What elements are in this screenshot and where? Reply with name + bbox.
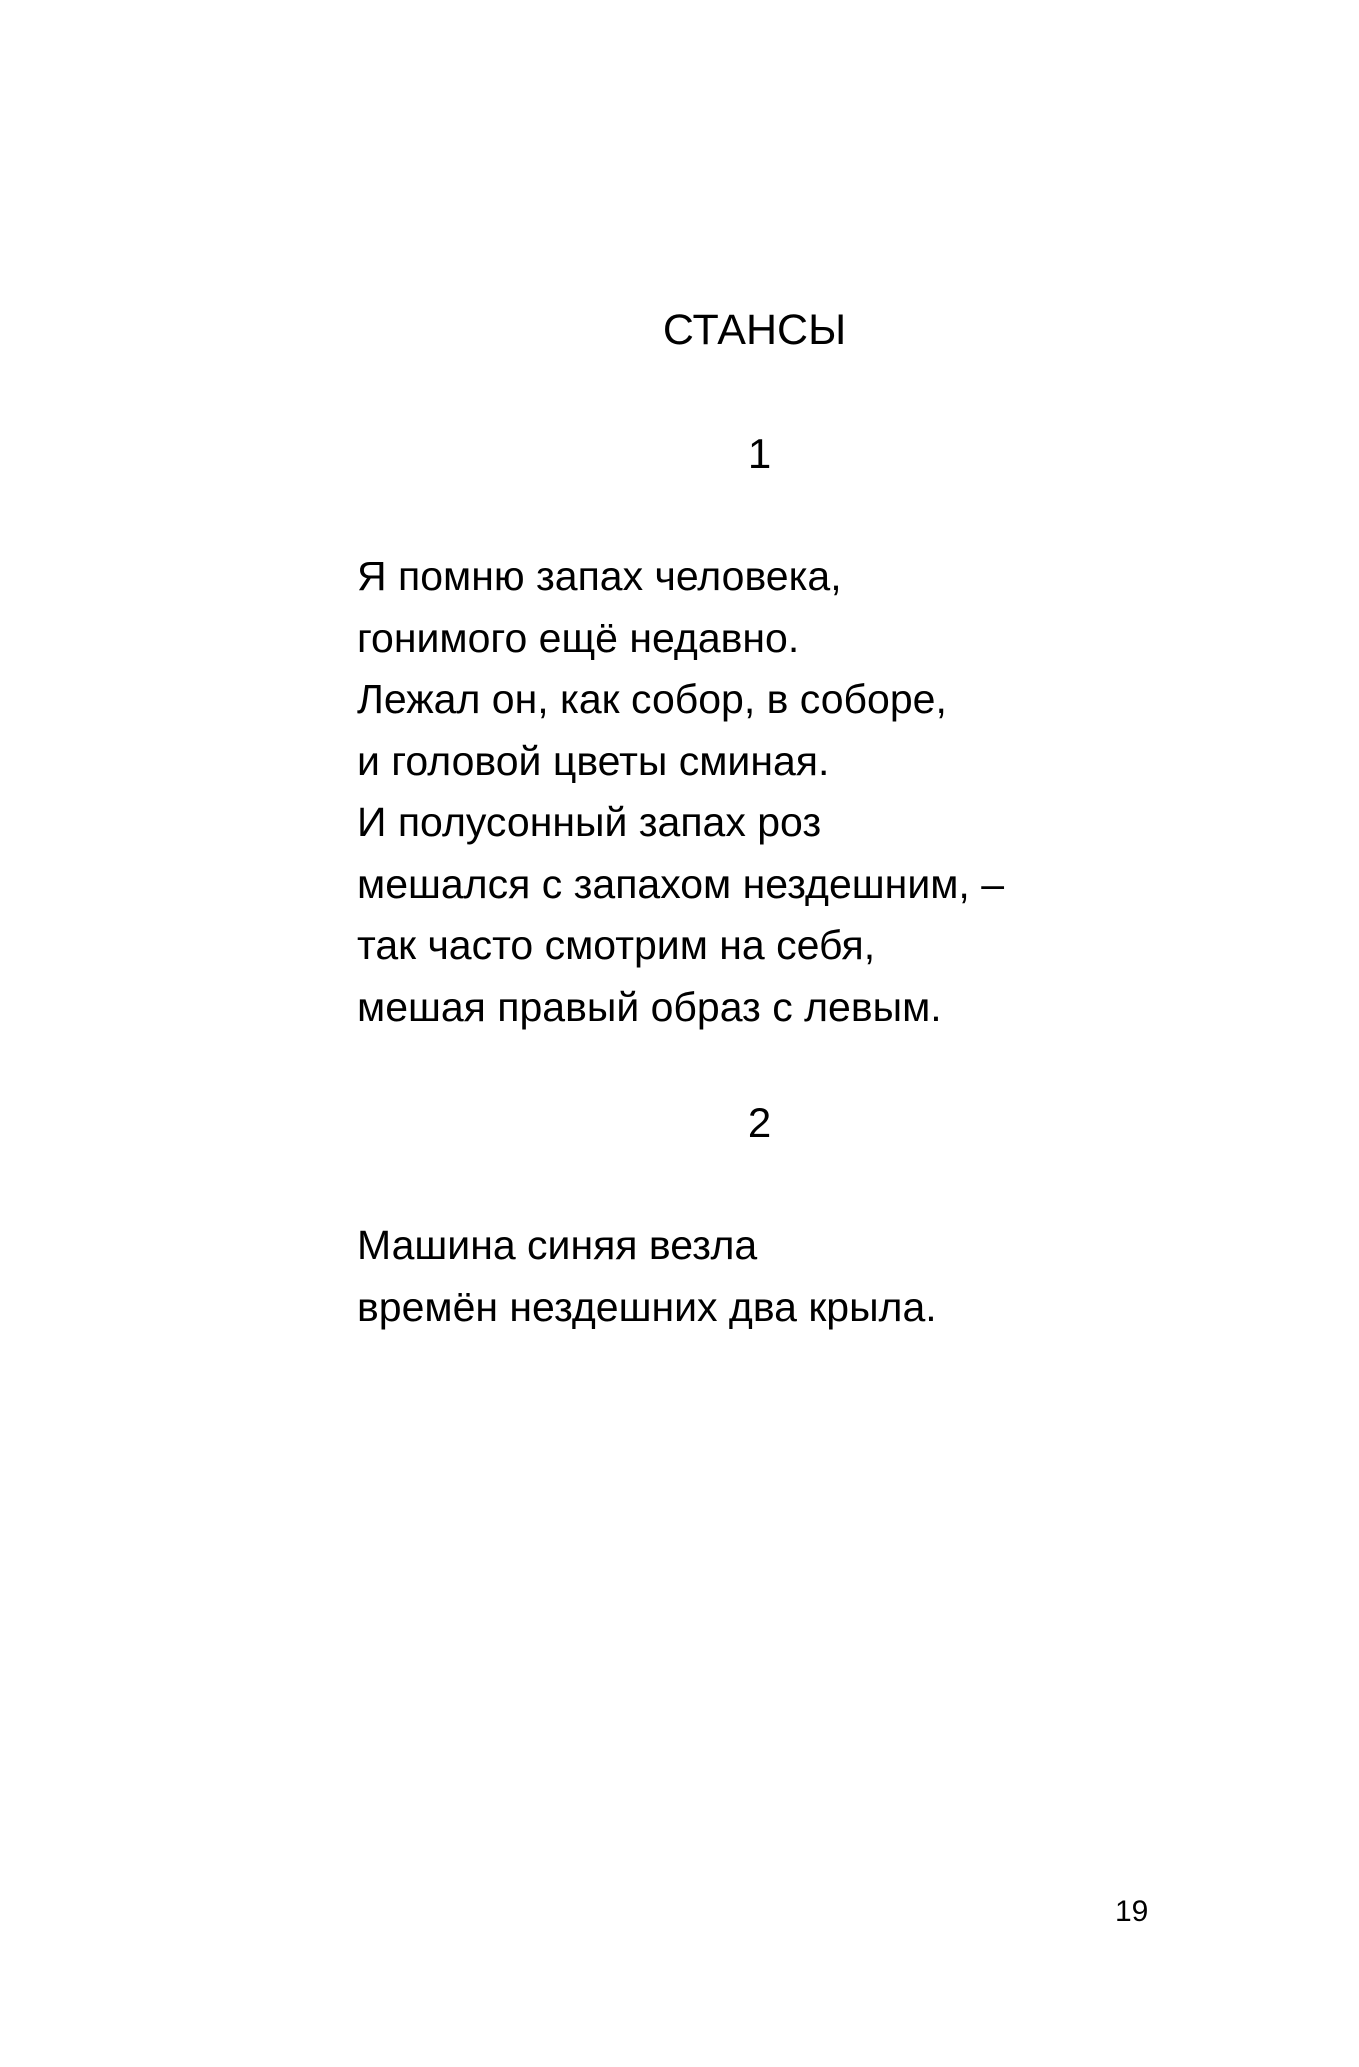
poem-title: СТАНСЫ bbox=[662, 306, 847, 354]
poem-line: так часто смотрим на себя, bbox=[357, 922, 876, 968]
stanza-1 bbox=[357, 546, 1004, 1038]
section-number-2: 2 bbox=[747, 1099, 772, 1146]
poem-line: времён нездешних два крыла. bbox=[357, 1283, 937, 1330]
poem-line: Лежал он, как собор, в соборе, bbox=[357, 676, 947, 722]
poem-line: Я помню запах человека, bbox=[357, 553, 842, 599]
stanza-2 bbox=[357, 1215, 937, 1338]
poem-line: Машина синяя везла bbox=[357, 1222, 758, 1268]
poem-line: гонимого ещё недавно. bbox=[357, 614, 800, 661]
page-number: 19 bbox=[1115, 1895, 1149, 1928]
poem-line: мешался с запахом нездешним, – bbox=[357, 860, 1004, 907]
poem-line: и головой цветы сминая. bbox=[357, 737, 830, 784]
poem-line: мешая правый образ с левым. bbox=[357, 983, 942, 1030]
poem-line: И полусонный запах роз bbox=[357, 799, 822, 845]
section-number-1: 1 bbox=[747, 430, 772, 477]
